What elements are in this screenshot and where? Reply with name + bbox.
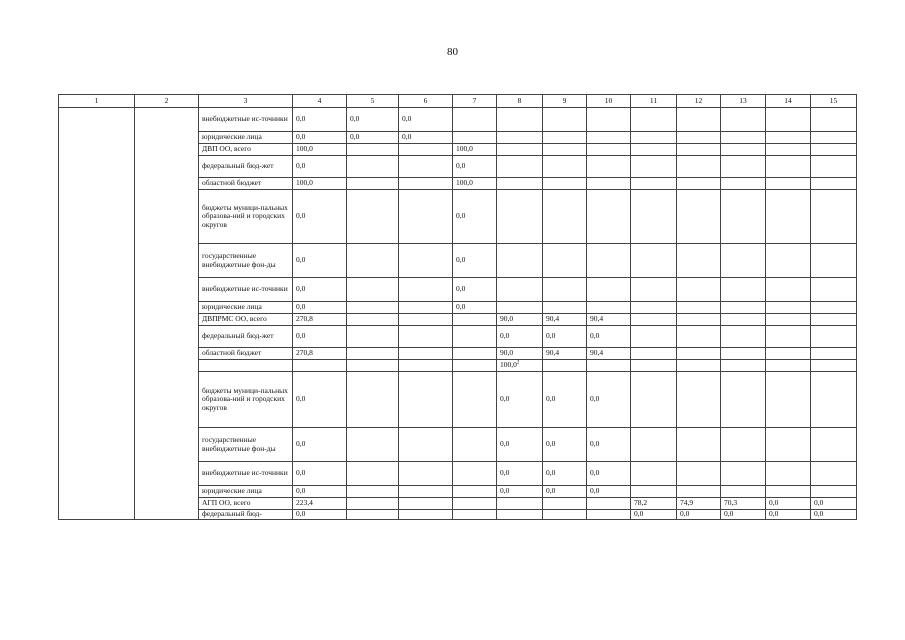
row-name: государственные внебюджетные фон-ды bbox=[199, 244, 293, 278]
value-cell bbox=[453, 462, 497, 486]
value-cell bbox=[587, 178, 631, 190]
value-cell bbox=[399, 326, 453, 348]
value-cell bbox=[347, 156, 399, 178]
value-cell bbox=[721, 372, 766, 428]
value-cell bbox=[721, 314, 766, 326]
value-cell bbox=[811, 108, 857, 132]
value-cell bbox=[766, 372, 811, 428]
row-name bbox=[199, 360, 293, 372]
value-cell: 223,4 bbox=[293, 498, 347, 510]
value-cell bbox=[399, 510, 453, 520]
header-cell: 8 bbox=[497, 95, 543, 108]
header-cell: 3 bbox=[199, 95, 293, 108]
value-cell bbox=[347, 190, 399, 244]
row-name: внебюджетные ис-точники bbox=[199, 108, 293, 132]
value-cell bbox=[543, 510, 587, 520]
value-cell: 0,0 bbox=[347, 132, 399, 144]
value-cell: 100,0 bbox=[453, 144, 497, 156]
value-cell bbox=[543, 156, 587, 178]
value-cell bbox=[677, 348, 721, 360]
value-cell: 90,0 bbox=[497, 348, 543, 360]
value-cell: 0,0 bbox=[631, 510, 677, 520]
row-name: бюджеты муници-пальных образова-ний и городских округов bbox=[199, 372, 293, 428]
value-cell bbox=[721, 190, 766, 244]
value-cell bbox=[766, 360, 811, 372]
value-cell bbox=[587, 278, 631, 302]
value-cell bbox=[587, 144, 631, 156]
value-cell: 90,4 bbox=[543, 314, 587, 326]
value-cell bbox=[677, 314, 721, 326]
value-cell: 0,0 bbox=[497, 372, 543, 428]
header-cell: 13 bbox=[721, 95, 766, 108]
value-cell bbox=[631, 278, 677, 302]
value-cell bbox=[497, 190, 543, 244]
value-cell bbox=[543, 108, 587, 132]
value-cell bbox=[453, 326, 497, 348]
value-cell: 0,0 bbox=[293, 302, 347, 314]
value-cell bbox=[497, 278, 543, 302]
header-cell: 9 bbox=[543, 95, 587, 108]
value-cell: 0,0 bbox=[811, 510, 857, 520]
value-cell: 0,0 bbox=[587, 462, 631, 486]
row-name: юридические лица bbox=[199, 132, 293, 144]
value-cell bbox=[766, 178, 811, 190]
value-cell bbox=[721, 144, 766, 156]
value-cell bbox=[453, 360, 497, 372]
table-body bbox=[59, 108, 857, 520]
value-cell: 0,0 bbox=[721, 510, 766, 520]
value-cell bbox=[631, 156, 677, 178]
value-cell bbox=[497, 510, 543, 520]
value-cell: 74,9 bbox=[677, 498, 721, 510]
value-cell bbox=[399, 498, 453, 510]
value-cell bbox=[631, 178, 677, 190]
header-cell: 11 bbox=[631, 95, 677, 108]
value-cell bbox=[631, 108, 677, 132]
value-cell bbox=[347, 348, 399, 360]
value-cell: 0,0 bbox=[497, 428, 543, 462]
value-cell: 0,0 bbox=[543, 372, 587, 428]
value-cell bbox=[721, 244, 766, 278]
value-cell bbox=[453, 486, 497, 498]
value-cell bbox=[347, 486, 399, 498]
value-cell bbox=[587, 498, 631, 510]
value-cell: 0,0 bbox=[543, 486, 587, 498]
value-cell bbox=[543, 278, 587, 302]
value-cell: 0,0 bbox=[293, 326, 347, 348]
value-cell bbox=[721, 462, 766, 486]
value-cell bbox=[543, 190, 587, 244]
value-cell bbox=[631, 462, 677, 486]
header-cell: 5 bbox=[347, 95, 399, 108]
value-cell bbox=[347, 360, 399, 372]
value-cell bbox=[766, 156, 811, 178]
value-cell bbox=[766, 244, 811, 278]
value-cell bbox=[677, 244, 721, 278]
value-cell bbox=[453, 108, 497, 132]
value-cell: 0,0 bbox=[347, 108, 399, 132]
header-cell: 4 bbox=[293, 95, 347, 108]
row-name: внебюджетные ис-точники bbox=[199, 278, 293, 302]
value-cell bbox=[766, 462, 811, 486]
value-cell bbox=[453, 372, 497, 428]
col2-merged-cell bbox=[135, 108, 199, 520]
header-cell: 10 bbox=[587, 95, 631, 108]
value-cell bbox=[587, 360, 631, 372]
value-cell: 0,0 bbox=[293, 486, 347, 498]
value-cell bbox=[497, 498, 543, 510]
value-cell bbox=[587, 108, 631, 132]
value-cell bbox=[677, 360, 721, 372]
value-cell bbox=[631, 190, 677, 244]
value-cell bbox=[587, 244, 631, 278]
header-cell: 12 bbox=[677, 95, 721, 108]
value-cell: 0,0 bbox=[293, 190, 347, 244]
value-cell: 90,4 bbox=[587, 314, 631, 326]
value-cell bbox=[453, 498, 497, 510]
value-cell bbox=[766, 314, 811, 326]
page-number: 80 bbox=[447, 46, 458, 58]
value-cell: 0,0 bbox=[543, 428, 587, 462]
value-cell bbox=[721, 326, 766, 348]
value-cell bbox=[631, 144, 677, 156]
value-cell: 0,0 bbox=[766, 498, 811, 510]
value-cell bbox=[766, 348, 811, 360]
value-cell bbox=[399, 360, 453, 372]
value-cell: 0,0 bbox=[543, 462, 587, 486]
value-cell: 78,2 bbox=[631, 498, 677, 510]
value-cell: 0,0 bbox=[497, 326, 543, 348]
value-cell bbox=[766, 278, 811, 302]
value-cell bbox=[587, 302, 631, 314]
value-cell bbox=[399, 302, 453, 314]
row-name: областной бюджет bbox=[199, 178, 293, 190]
value-cell: 0,0 bbox=[293, 510, 347, 520]
value-cell: 0,0 bbox=[293, 278, 347, 302]
value-cell bbox=[677, 486, 721, 498]
value-cell bbox=[631, 372, 677, 428]
value-cell bbox=[543, 244, 587, 278]
value-cell: 0,0 bbox=[293, 108, 347, 132]
value-cell bbox=[677, 178, 721, 190]
value-cell bbox=[347, 326, 399, 348]
value-cell: 270,8 bbox=[293, 348, 347, 360]
value-cell bbox=[811, 360, 857, 372]
value-cell bbox=[347, 372, 399, 428]
value-cell bbox=[399, 428, 453, 462]
value-cell: 0,0 bbox=[453, 190, 497, 244]
value-cell: 0,0 bbox=[293, 244, 347, 278]
footnote-marker: 2 bbox=[516, 360, 520, 366]
value-cell bbox=[766, 144, 811, 156]
row-name: областной бюджет bbox=[199, 348, 293, 360]
value-cell bbox=[453, 132, 497, 144]
value-cell bbox=[399, 156, 453, 178]
value-cell: 270,8 bbox=[293, 314, 347, 326]
value-cell: 0,0 bbox=[543, 326, 587, 348]
value-cell bbox=[497, 302, 543, 314]
value-cell bbox=[543, 498, 587, 510]
value-cell: 0,0 bbox=[453, 278, 497, 302]
value-cell bbox=[399, 278, 453, 302]
value-cell bbox=[497, 178, 543, 190]
value-cell bbox=[347, 144, 399, 156]
value-cell bbox=[587, 156, 631, 178]
value-cell: 0,0 bbox=[587, 428, 631, 462]
value-cell bbox=[631, 302, 677, 314]
value-cell bbox=[677, 326, 721, 348]
value-cell bbox=[497, 132, 543, 144]
value-cell bbox=[677, 156, 721, 178]
value-cell: 0,0 bbox=[399, 132, 453, 144]
value-cell: 0,0 bbox=[677, 510, 721, 520]
value-cell bbox=[677, 190, 721, 244]
value-cell bbox=[399, 144, 453, 156]
value-cell bbox=[811, 462, 857, 486]
value-cell bbox=[811, 278, 857, 302]
value-cell bbox=[721, 278, 766, 302]
value-cell bbox=[399, 462, 453, 486]
value-cell bbox=[721, 156, 766, 178]
row-name: государственные внебюджетные фон-ды bbox=[199, 428, 293, 462]
value-cell bbox=[453, 428, 497, 462]
value-cell bbox=[811, 156, 857, 178]
value-cell: 100,0 bbox=[453, 178, 497, 190]
value-cell bbox=[766, 428, 811, 462]
value-cell bbox=[587, 190, 631, 244]
value-cell bbox=[497, 144, 543, 156]
header-cell: 6 bbox=[399, 95, 453, 108]
value-cell bbox=[453, 510, 497, 520]
row-name: юридические лица bbox=[199, 302, 293, 314]
value-cell bbox=[631, 428, 677, 462]
col1-merged-cell bbox=[59, 108, 135, 520]
value-cell bbox=[766, 326, 811, 348]
value-cell: 0,0 bbox=[587, 486, 631, 498]
value-cell bbox=[811, 348, 857, 360]
header-row bbox=[59, 95, 857, 108]
value-cell: 0,0 bbox=[587, 326, 631, 348]
value-cell bbox=[811, 314, 857, 326]
value-cell bbox=[399, 372, 453, 428]
value-cell bbox=[721, 132, 766, 144]
value-cell bbox=[347, 314, 399, 326]
value-cell bbox=[811, 486, 857, 498]
header-cell: 15 bbox=[811, 95, 857, 108]
header-cell: 1 bbox=[59, 95, 135, 108]
header-cell: 2 bbox=[135, 95, 199, 108]
value-cell: 0,0 bbox=[453, 244, 497, 278]
value-cell bbox=[766, 190, 811, 244]
value-cell bbox=[677, 132, 721, 144]
value-cell bbox=[347, 462, 399, 486]
value-cell: 90,0 bbox=[497, 314, 543, 326]
value-cell bbox=[543, 302, 587, 314]
value-cell bbox=[543, 144, 587, 156]
table-row bbox=[59, 108, 857, 132]
value-cell bbox=[543, 360, 587, 372]
value-cell bbox=[631, 132, 677, 144]
value-cell bbox=[293, 360, 347, 372]
row-name: внебюджетные ис-точники bbox=[199, 462, 293, 486]
value-cell bbox=[766, 108, 811, 132]
value-cell bbox=[399, 486, 453, 498]
value-cell: 0,0 bbox=[766, 510, 811, 520]
value-cell bbox=[631, 486, 677, 498]
value-cell bbox=[543, 132, 587, 144]
value-cell bbox=[631, 348, 677, 360]
value-cell bbox=[497, 108, 543, 132]
value-cell bbox=[721, 428, 766, 462]
row-name: федеральный бюд- bbox=[199, 510, 293, 520]
value-cell bbox=[721, 348, 766, 360]
value-cell bbox=[811, 372, 857, 428]
value-cell bbox=[347, 510, 399, 520]
value-cell bbox=[587, 132, 631, 144]
value-cell bbox=[399, 190, 453, 244]
row-name: федеральный бюд-жет bbox=[199, 156, 293, 178]
value-cell bbox=[631, 360, 677, 372]
value-cell bbox=[766, 486, 811, 498]
value-cell bbox=[497, 244, 543, 278]
value-cell: 70,3 bbox=[721, 498, 766, 510]
value-cell: 0,0 bbox=[293, 132, 347, 144]
value-cell bbox=[631, 244, 677, 278]
value-cell bbox=[677, 462, 721, 486]
value-cell bbox=[677, 278, 721, 302]
value-cell bbox=[347, 428, 399, 462]
value-cell bbox=[811, 190, 857, 244]
value-cell: 0,0 bbox=[497, 462, 543, 486]
value-cell bbox=[811, 144, 857, 156]
value-cell bbox=[811, 326, 857, 348]
value-cell bbox=[497, 156, 543, 178]
value-cell bbox=[677, 372, 721, 428]
row-name: бюджеты муници-пальных образова-ний и городских округов bbox=[199, 190, 293, 244]
value-cell: 100,0 bbox=[293, 178, 347, 190]
value-cell: 0,0 bbox=[293, 156, 347, 178]
value-cell bbox=[347, 278, 399, 302]
value-cell bbox=[721, 108, 766, 132]
value-cell bbox=[677, 302, 721, 314]
value-cell bbox=[453, 314, 497, 326]
value-cell bbox=[399, 244, 453, 278]
value-cell: 0,0 bbox=[497, 486, 543, 498]
value-cell bbox=[721, 360, 766, 372]
value-cell: 100,0 bbox=[293, 144, 347, 156]
value-cell: 0,0 bbox=[453, 302, 497, 314]
value-cell bbox=[399, 348, 453, 360]
value-cell bbox=[453, 348, 497, 360]
value-cell bbox=[347, 498, 399, 510]
value-cell: 90,4 bbox=[543, 348, 587, 360]
value-cell: 100,0$^2$ bbox=[497, 360, 543, 372]
value-cell bbox=[399, 178, 453, 190]
value-cell bbox=[811, 428, 857, 462]
value-cell bbox=[347, 244, 399, 278]
value-cell bbox=[631, 314, 677, 326]
row-name: ДВПРМС ОО, всего bbox=[199, 314, 293, 326]
value-cell: 90,4 bbox=[587, 348, 631, 360]
value-cell bbox=[721, 302, 766, 314]
value-cell bbox=[631, 326, 677, 348]
value-cell bbox=[766, 132, 811, 144]
value-cell bbox=[677, 108, 721, 132]
value-cell bbox=[543, 178, 587, 190]
row-name: АГП ОО, всего bbox=[199, 498, 293, 510]
value-cell bbox=[811, 302, 857, 314]
value-cell bbox=[677, 144, 721, 156]
value-cell bbox=[347, 178, 399, 190]
value-cell bbox=[721, 178, 766, 190]
value-cell bbox=[811, 244, 857, 278]
value-cell bbox=[811, 178, 857, 190]
value-cell bbox=[677, 428, 721, 462]
value-cell bbox=[811, 132, 857, 144]
value-cell bbox=[399, 314, 453, 326]
value-cell bbox=[347, 302, 399, 314]
value-cell: 0,0 bbox=[293, 372, 347, 428]
value-cell: 0,0 bbox=[587, 372, 631, 428]
row-name: федеральный бюд-жет bbox=[199, 326, 293, 348]
value-cell bbox=[587, 510, 631, 520]
value-cell: 0,0 bbox=[399, 108, 453, 132]
value-cell: 0,0 bbox=[811, 498, 857, 510]
value-cell: 0,0 bbox=[293, 428, 347, 462]
value-cell: 0,0 bbox=[293, 462, 347, 486]
value-cell bbox=[766, 302, 811, 314]
value-cell: 0,0 bbox=[453, 156, 497, 178]
header-cell: 7 bbox=[453, 95, 497, 108]
row-name: юридические лица bbox=[199, 486, 293, 498]
row-name: ДВП ОО, всего bbox=[199, 144, 293, 156]
header-cell: 14 bbox=[766, 95, 811, 108]
value-cell bbox=[721, 486, 766, 498]
budget-table bbox=[58, 94, 857, 520]
